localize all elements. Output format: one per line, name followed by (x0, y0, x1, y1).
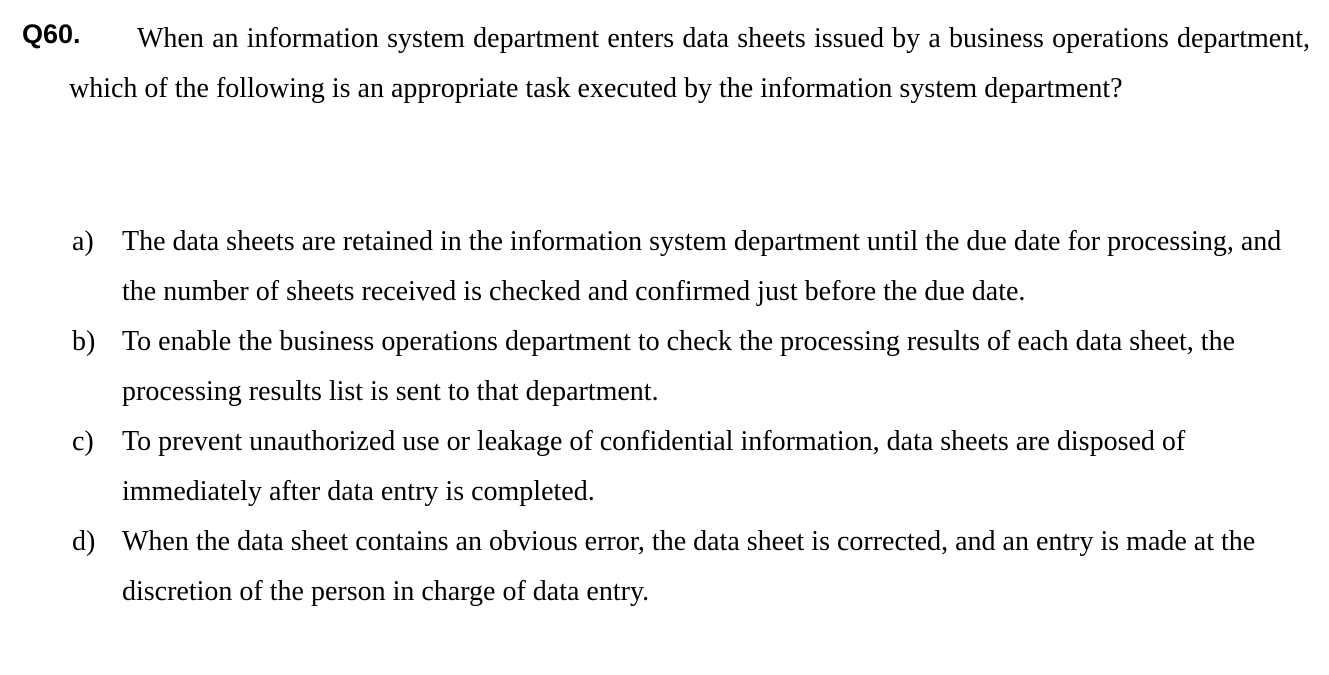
option-d-label: d) (72, 526, 96, 557)
option-d (72, 517, 1310, 617)
question-number: Q60. (22, 19, 81, 49)
option-b-text: To enable the business operations department to check the processing results of each data sheet, the processing results list is sent to that department. (122, 326, 1235, 407)
option-c (72, 417, 1310, 517)
question-stem: When an information system department enters data sheets issued by a business operations department, which of the following is an appropriate task executed by the information system department? (69, 23, 1310, 104)
option-c-text: To prevent unauthorized use or leakage of confidential information, data sheets are disposed of immediately after data entry is completed. (122, 426, 1186, 507)
option-d-text: When the data sheet contains an obvious error, the data sheet is corrected, and an entry is made at the discretion of the person in charge of data entry. (122, 526, 1256, 607)
answer-options (72, 217, 1310, 617)
option-b-label: b) (72, 326, 96, 357)
option-a (72, 217, 1310, 317)
option-b (72, 317, 1310, 417)
option-a-label: a) (72, 226, 94, 257)
option-c-label: c) (72, 426, 94, 457)
option-a-text: The data sheets are retained in the information system department until the due date for processing, and the number of sheets received is checked and confirmed just before the due date. (122, 226, 1282, 307)
